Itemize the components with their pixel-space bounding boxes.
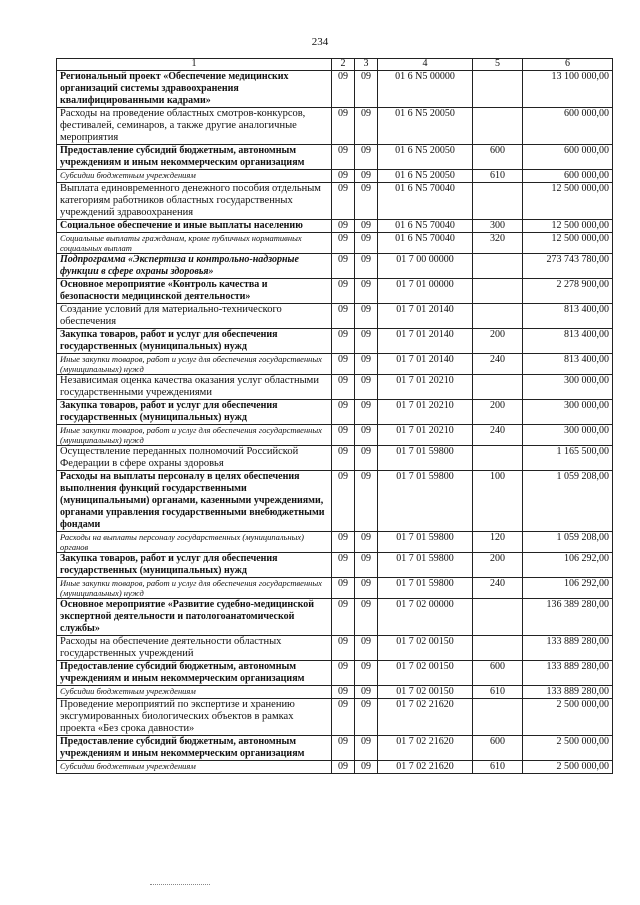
row-name-cell: Создание условий для материально-технического обеспечения (57, 304, 332, 329)
row-subsection-cell: 09 (355, 532, 378, 553)
row-section-cell: 09 (332, 686, 355, 699)
row-subsection-cell: 09 (355, 400, 378, 425)
row-target-article-cell: 01 7 01 20140 (378, 354, 473, 375)
row-name-cell: Субсидии бюджетным учреждениям (57, 170, 332, 183)
row-subsection-cell: 09 (355, 233, 378, 254)
header-row (57, 59, 613, 71)
row-target-article-cell: 01 7 01 59800 (378, 471, 473, 532)
row-amount-cell: 133 889 280,00 (523, 686, 613, 699)
row-expense-type-cell: 610 (473, 761, 523, 774)
row-target-article-cell: 01 7 02 00150 (378, 661, 473, 686)
row-section-cell: 09 (332, 329, 355, 354)
row-expense-type-cell (473, 636, 523, 661)
row-amount-cell: 813 400,00 (523, 329, 613, 354)
row-section-cell: 09 (332, 71, 355, 108)
row-expense-type-cell (473, 279, 523, 304)
row-name-cell: Закупка товаров, работ и услуг для обеспечения государственных (муниципальных) нужд (57, 553, 332, 578)
row-subsection-cell: 09 (355, 446, 378, 471)
row-amount-cell: 12 500 000,00 (523, 183, 613, 220)
table-row (57, 279, 613, 304)
pencil-mark (150, 878, 210, 885)
row-name-cell: Осуществление переданных полномочий Российской Федерации в сфере охраны здоровья (57, 446, 332, 471)
header-cell: 2 (332, 59, 355, 71)
table-row (57, 699, 613, 736)
row-subsection-cell: 09 (355, 661, 378, 686)
row-amount-cell: 13 100 000,00 (523, 71, 613, 108)
table-row (57, 145, 613, 170)
row-section-cell: 09 (332, 578, 355, 599)
row-name-cell: Социальные выплаты гражданам, кроме публичных нормативных социальных выплат (57, 233, 332, 254)
row-amount-cell: 12 500 000,00 (523, 233, 613, 254)
row-section-cell: 09 (332, 375, 355, 400)
table-row (57, 304, 613, 329)
row-expense-type-cell: 200 (473, 400, 523, 425)
row-amount-cell: 600 000,00 (523, 170, 613, 183)
table-row (57, 553, 613, 578)
row-section-cell: 09 (332, 304, 355, 329)
row-name-cell: Предоставление субсидий бюджетным, автономным учреждениям и иным некоммерческим организациям (57, 736, 332, 761)
row-target-article-cell: 01 6 N5 20050 (378, 145, 473, 170)
table-row (57, 170, 613, 183)
row-target-article-cell: 01 6 N5 20050 (378, 170, 473, 183)
header-cell: 4 (378, 59, 473, 71)
row-expense-type-cell (473, 599, 523, 636)
table-row (57, 761, 613, 774)
header-cell: 3 (355, 59, 378, 71)
table-row (57, 71, 613, 108)
row-name-cell: Основное мероприятие «Контроль качества и безопасности медицинской деятельности» (57, 279, 332, 304)
row-name-cell: Иные закупки товаров, работ и услуг для обеспечения государственных (муниципальных) нужд (57, 425, 332, 446)
row-subsection-cell: 09 (355, 471, 378, 532)
row-subsection-cell: 09 (355, 736, 378, 761)
row-name-cell: Закупка товаров, работ и услуг для обеспечения государственных (муниципальных) нужд (57, 329, 332, 354)
row-name-cell: Закупка товаров, работ и услуг для обеспечения государственных (муниципальных) нужд (57, 400, 332, 425)
table-row (57, 532, 613, 553)
row-subsection-cell: 09 (355, 375, 378, 400)
row-expense-type-cell (473, 183, 523, 220)
row-name-cell: Выплата единовременного денежного пособия отдельным категориям работников областных государственных учреждений здравоохранения (57, 183, 332, 220)
row-expense-type-cell: 240 (473, 425, 523, 446)
row-section-cell: 09 (332, 661, 355, 686)
row-name-cell: Субсидии бюджетным учреждениям (57, 686, 332, 699)
row-subsection-cell: 09 (355, 354, 378, 375)
row-section-cell: 09 (332, 471, 355, 532)
row-subsection-cell: 09 (355, 183, 378, 220)
row-target-article-cell: 01 7 01 59800 (378, 578, 473, 599)
row-subsection-cell: 09 (355, 636, 378, 661)
row-amount-cell: 600 000,00 (523, 108, 613, 145)
row-target-article-cell: 01 7 01 20210 (378, 400, 473, 425)
row-amount-cell: 600 000,00 (523, 145, 613, 170)
row-subsection-cell: 09 (355, 686, 378, 699)
row-expense-type-cell: 600 (473, 661, 523, 686)
row-amount-cell: 2 500 000,00 (523, 736, 613, 761)
row-subsection-cell: 09 (355, 599, 378, 636)
row-target-article-cell: 01 7 02 21620 (378, 699, 473, 736)
row-target-article-cell: 01 7 01 59800 (378, 446, 473, 471)
row-expense-type-cell (473, 71, 523, 108)
row-name-cell: Расходы на обеспечение деятельности областных государственных учреждений (57, 636, 332, 661)
row-subsection-cell: 09 (355, 145, 378, 170)
row-section-cell: 09 (332, 108, 355, 145)
row-section-cell: 09 (332, 553, 355, 578)
table-row (57, 636, 613, 661)
table-row (57, 354, 613, 375)
header-cell: 5 (473, 59, 523, 71)
row-name-cell: Независимая оценка качества оказания услуг областными государственными учреждениями (57, 375, 332, 400)
row-target-article-cell: 01 6 N5 20050 (378, 108, 473, 145)
row-subsection-cell: 09 (355, 108, 378, 145)
row-subsection-cell: 09 (355, 71, 378, 108)
row-name-cell: Социальное обеспечение и иные выплаты населению (57, 220, 332, 233)
row-target-article-cell: 01 7 02 21620 (378, 736, 473, 761)
row-target-article-cell: 01 7 01 59800 (378, 553, 473, 578)
row-subsection-cell: 09 (355, 254, 378, 279)
row-subsection-cell: 09 (355, 279, 378, 304)
row-amount-cell: 106 292,00 (523, 578, 613, 599)
row-section-cell: 09 (332, 736, 355, 761)
row-expense-type-cell (473, 304, 523, 329)
row-amount-cell: 300 000,00 (523, 400, 613, 425)
row-name-cell: Предоставление субсидий бюджетным, автономным учреждениям и иным некоммерческим организациям (57, 145, 332, 170)
table-row (57, 661, 613, 686)
row-section-cell: 09 (332, 145, 355, 170)
row-amount-cell: 813 400,00 (523, 354, 613, 375)
row-name-cell: Иные закупки товаров, работ и услуг для обеспечения государственных (муниципальных) нужд (57, 354, 332, 375)
table-row (57, 471, 613, 532)
row-amount-cell: 136 389 280,00 (523, 599, 613, 636)
row-target-article-cell: 01 6 N5 00000 (378, 71, 473, 108)
row-expense-type-cell: 120 (473, 532, 523, 553)
row-amount-cell: 2 500 000,00 (523, 699, 613, 736)
row-expense-type-cell: 600 (473, 145, 523, 170)
row-subsection-cell: 09 (355, 699, 378, 736)
row-expense-type-cell (473, 446, 523, 471)
row-expense-type-cell (473, 699, 523, 736)
row-amount-cell: 2 278 900,00 (523, 279, 613, 304)
row-name-cell: Расходы на проведение областных смотров-конкурсов, фестивалей, семинаров, а также другие аналогичные мероприятия (57, 108, 332, 145)
row-expense-type-cell (473, 254, 523, 279)
row-section-cell: 09 (332, 254, 355, 279)
table-row (57, 108, 613, 145)
row-subsection-cell: 09 (355, 425, 378, 446)
row-section-cell: 09 (332, 400, 355, 425)
row-target-article-cell: 01 7 00 00000 (378, 254, 473, 279)
row-expense-type-cell: 300 (473, 220, 523, 233)
row-section-cell: 09 (332, 279, 355, 304)
row-section-cell: 09 (332, 599, 355, 636)
row-target-article-cell: 01 7 02 21620 (378, 761, 473, 774)
row-section-cell: 09 (332, 761, 355, 774)
row-amount-cell: 1 165 500,00 (523, 446, 613, 471)
row-name-cell: Расходы на выплаты персоналу государственных (муниципальных) органов (57, 532, 332, 553)
row-name-cell: Иные закупки товаров, работ и услуг для обеспечения государственных (муниципальных) нужд (57, 578, 332, 599)
row-target-article-cell: 01 6 N5 70040 (378, 183, 473, 220)
table-row (57, 329, 613, 354)
row-expense-type-cell: 240 (473, 578, 523, 599)
row-name-cell: Предоставление субсидий бюджетным, автономным учреждениям и иным некоммерческим организациям (57, 661, 332, 686)
row-subsection-cell: 09 (355, 170, 378, 183)
row-section-cell: 09 (332, 354, 355, 375)
row-section-cell: 09 (332, 220, 355, 233)
row-amount-cell: 12 500 000,00 (523, 220, 613, 233)
row-amount-cell: 300 000,00 (523, 375, 613, 400)
row-amount-cell: 813 400,00 (523, 304, 613, 329)
row-target-article-cell: 01 7 01 00000 (378, 279, 473, 304)
table-row (57, 183, 613, 220)
row-subsection-cell: 09 (355, 329, 378, 354)
table-row (57, 425, 613, 446)
table-row (57, 220, 613, 233)
table-row (57, 254, 613, 279)
row-section-cell: 09 (332, 699, 355, 736)
table-row (57, 233, 613, 254)
row-amount-cell: 1 059 208,00 (523, 471, 613, 532)
row-section-cell: 09 (332, 532, 355, 553)
row-name-cell: Региональный проект «Обеспечение медицинских организаций системы здравоохранения квалифицированными кадрами» (57, 71, 332, 108)
row-target-article-cell: 01 7 01 20210 (378, 375, 473, 400)
row-section-cell: 09 (332, 183, 355, 220)
row-expense-type-cell: 100 (473, 471, 523, 532)
row-amount-cell: 133 889 280,00 (523, 636, 613, 661)
row-name-cell: Расходы на выплаты персоналу в целях обеспечения выполнения функций государственными (муниципальными) органами, казенными учреждениями, органами управления государственными внебюджетными фондами (57, 471, 332, 532)
row-subsection-cell: 09 (355, 304, 378, 329)
row-target-article-cell: 01 7 02 00000 (378, 599, 473, 636)
table-row (57, 400, 613, 425)
row-target-article-cell: 01 7 01 20140 (378, 304, 473, 329)
header-cell: 1 (57, 59, 332, 71)
row-expense-type-cell: 600 (473, 736, 523, 761)
row-target-article-cell: 01 7 01 59800 (378, 532, 473, 553)
row-amount-cell: 273 743 780,00 (523, 254, 613, 279)
row-amount-cell: 133 889 280,00 (523, 661, 613, 686)
row-subsection-cell: 09 (355, 761, 378, 774)
row-subsection-cell: 09 (355, 578, 378, 599)
row-expense-type-cell: 200 (473, 329, 523, 354)
table-body (57, 71, 613, 774)
row-expense-type-cell: 200 (473, 553, 523, 578)
row-target-article-cell: 01 6 N5 70040 (378, 220, 473, 233)
row-section-cell: 09 (332, 233, 355, 254)
row-expense-type-cell: 240 (473, 354, 523, 375)
row-expense-type-cell (473, 108, 523, 145)
row-target-article-cell: 01 7 01 20140 (378, 329, 473, 354)
row-name-cell: Основное мероприятие «Развитие судебно-медицинской экспертной деятельности и патологоанатомической службы» (57, 599, 332, 636)
row-amount-cell: 2 500 000,00 (523, 761, 613, 774)
row-section-cell: 09 (332, 446, 355, 471)
row-expense-type-cell (473, 375, 523, 400)
table-row (57, 686, 613, 699)
table-row (57, 375, 613, 400)
row-name-cell: Проведение мероприятий по экспертизе и хранению эксгумированных биологических объектов в рамках проекта «Без срока давности» (57, 699, 332, 736)
header-cell: 6 (523, 59, 613, 71)
row-expense-type-cell: 610 (473, 686, 523, 699)
row-amount-cell: 300 000,00 (523, 425, 613, 446)
row-subsection-cell: 09 (355, 553, 378, 578)
table-row (57, 599, 613, 636)
row-subsection-cell: 09 (355, 220, 378, 233)
table-row (57, 578, 613, 599)
row-section-cell: 09 (332, 425, 355, 446)
row-expense-type-cell: 610 (473, 170, 523, 183)
row-section-cell: 09 (332, 636, 355, 661)
row-expense-type-cell: 320 (473, 233, 523, 254)
table-row (57, 446, 613, 471)
row-target-article-cell: 01 7 02 00150 (378, 686, 473, 699)
row-name-cell: Подпрограмма «Экспертиза и контрольно-надзорные функции в сфере охраны здоровья» (57, 254, 332, 279)
row-name-cell: Субсидии бюджетным учреждениям (57, 761, 332, 774)
row-section-cell: 09 (332, 170, 355, 183)
page-number: 234 (311, 36, 329, 48)
row-target-article-cell: 01 6 N5 70040 (378, 233, 473, 254)
row-amount-cell: 106 292,00 (523, 553, 613, 578)
row-target-article-cell: 01 7 02 00150 (378, 636, 473, 661)
table-row (57, 736, 613, 761)
row-target-article-cell: 01 7 01 20210 (378, 425, 473, 446)
budget-table (56, 58, 613, 774)
row-amount-cell: 1 059 208,00 (523, 532, 613, 553)
